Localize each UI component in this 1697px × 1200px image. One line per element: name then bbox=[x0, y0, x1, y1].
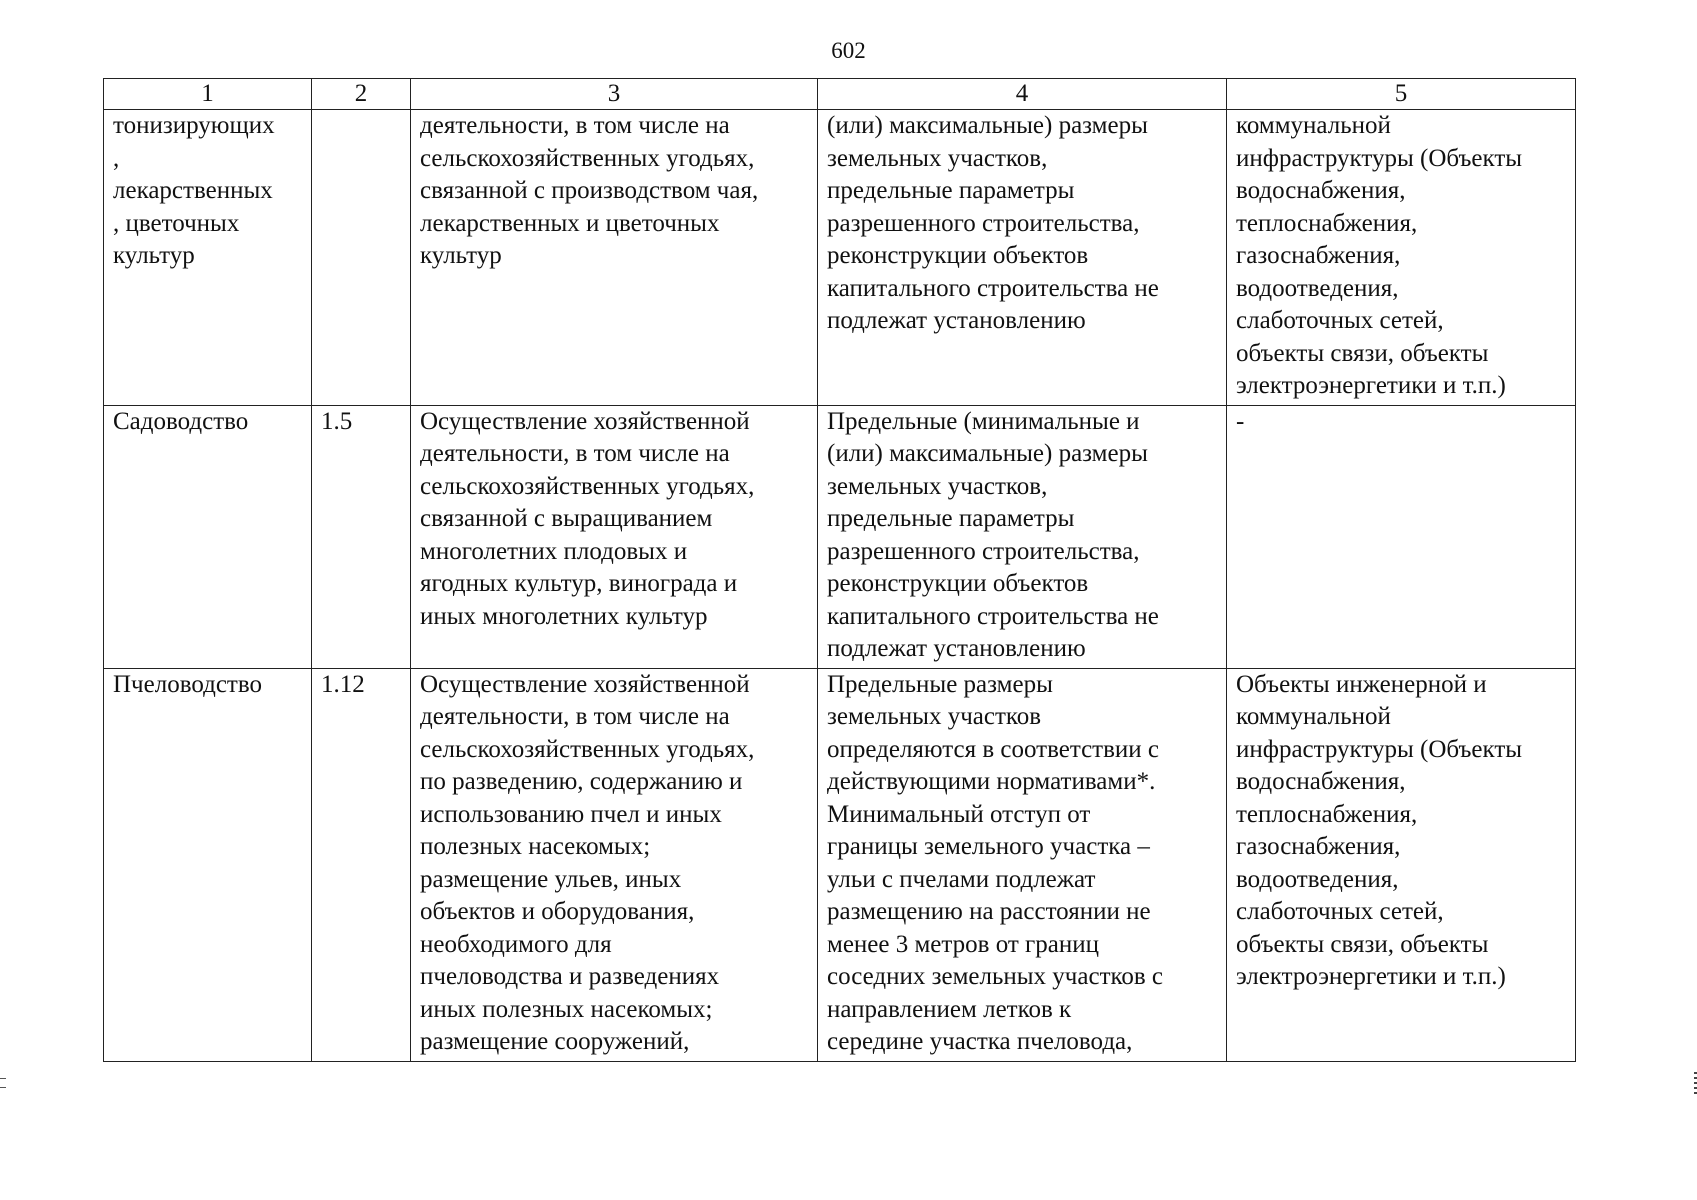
cell-text-line: середине участка пчеловода, bbox=[827, 1028, 1133, 1055]
cell-text-line: водоотведения, bbox=[1236, 865, 1399, 893]
cell-text-line: деятельности, в том числе на bbox=[420, 440, 730, 467]
cell-text-line: по разведению, содержанию и bbox=[420, 768, 743, 795]
cell-text-line: реконструкции объектов bbox=[827, 570, 1089, 597]
table-row bbox=[104, 110, 1576, 406]
cell-text-line: земельных участков, bbox=[827, 472, 1048, 500]
table-row bbox=[104, 405, 1576, 668]
cell-text-line: коммунальной bbox=[1236, 112, 1391, 139]
use-name-cell bbox=[104, 405, 312, 668]
page-number: 602 bbox=[831, 38, 866, 63]
cell-text-line: (или) максимальные) размеры bbox=[827, 112, 1148, 139]
cell-text-line: теплоснабжения, bbox=[1236, 800, 1418, 828]
code-cell bbox=[312, 668, 411, 1061]
cell-text-line: - bbox=[1236, 407, 1245, 435]
cell-text-line: разрешенного строительства, bbox=[827, 537, 1140, 565]
cell-text-line: культур bbox=[113, 242, 195, 269]
cell-text-line: Осуществление хозяйственной bbox=[420, 407, 750, 435]
cell-text-line: реконструкции объектов bbox=[827, 242, 1089, 269]
cell-text-line: электроэнергетики и т.п.) bbox=[1236, 372, 1506, 399]
cell-text-line: предельные параметры bbox=[827, 177, 1075, 204]
header-row bbox=[104, 79, 1576, 110]
cell-text-line: теплоснабжения, bbox=[1236, 209, 1418, 237]
cell-text-line: водоотведения, bbox=[1236, 274, 1399, 302]
cell-text-line: капитального строительства не bbox=[827, 602, 1159, 630]
column-header-3: 3 bbox=[411, 79, 818, 110]
cell-text-line: подлежат установлению bbox=[827, 307, 1086, 334]
code-cell bbox=[312, 405, 411, 668]
cell-text-line: Предельные (минимальные и bbox=[827, 407, 1140, 435]
cell-text-line: полезных насекомых; bbox=[420, 833, 651, 860]
cell-text-line: соседних земельных участков с bbox=[827, 963, 1164, 990]
cell-text-line: подлежат установлению bbox=[827, 635, 1086, 662]
cell-text-line: , цветочных bbox=[113, 209, 240, 237]
parameters-cell bbox=[818, 668, 1227, 1061]
cell-text-line: сельскохозяйственных угодьях, bbox=[420, 144, 755, 172]
cell-text-line: размещению на расстоянии не bbox=[827, 898, 1151, 925]
scan-edge-mark-left bbox=[0, 1078, 6, 1088]
description-cell bbox=[411, 668, 818, 1061]
cell-text-line: связанной с выращиванием bbox=[420, 505, 713, 532]
use-name-cell bbox=[104, 668, 312, 1061]
parameters-cell bbox=[818, 110, 1227, 406]
cell-text-line: газоснабжения, bbox=[1236, 242, 1401, 269]
cell-text-line: необходимого для bbox=[420, 930, 612, 958]
column-header-5: 5 bbox=[1227, 79, 1576, 110]
cell-text-line: земельных участков bbox=[827, 703, 1042, 730]
cell-text-line: лекарственных и цветочных bbox=[420, 209, 720, 237]
cell-text-line: действующими нормативами*. bbox=[827, 768, 1156, 795]
description-cell bbox=[411, 110, 818, 406]
cell-text-line: инфраструктуры (Объекты bbox=[1236, 144, 1523, 172]
cell-text-line: размещение сооружений, bbox=[420, 1028, 690, 1055]
land-use-table bbox=[103, 78, 1576, 1062]
cell-text-line: газоснабжения, bbox=[1236, 833, 1401, 860]
cell-text-line: объекты связи, объекты bbox=[1236, 339, 1489, 367]
cell-text-line: границы земельного участка – bbox=[827, 833, 1150, 860]
cell-text-line: сельскохозяйственных угодьях, bbox=[420, 735, 755, 763]
infrastructure-cell bbox=[1227, 405, 1576, 668]
cell-text-line: Объекты инженерной и bbox=[1236, 670, 1487, 698]
use-name-cell bbox=[104, 110, 312, 406]
cell-text-line: , bbox=[113, 144, 120, 172]
cell-text-line: пчеловодства и разведениях bbox=[420, 963, 720, 990]
cell-text-line: инфраструктуры (Объекты bbox=[1236, 735, 1523, 763]
cell-text-line: связанной с производством чая, bbox=[420, 177, 759, 204]
parameters-cell bbox=[818, 405, 1227, 668]
cell-text-line: водоснабжения, bbox=[1236, 177, 1406, 204]
infrastructure-cell bbox=[1227, 668, 1576, 1061]
cell-text-line: иных многолетних культур bbox=[420, 602, 708, 630]
cell-text-line: разрешенного строительства, bbox=[827, 209, 1140, 237]
cell-text-line: слаботочных сетей, bbox=[1236, 307, 1444, 334]
cell-text-line: ульи с пчелами подлежат bbox=[827, 865, 1096, 893]
cell-text-line: электроэнергетики и т.п.) bbox=[1236, 963, 1506, 990]
cell-text-line: капитального строительства не bbox=[827, 274, 1159, 302]
cell-text-line: направлением летков к bbox=[827, 995, 1072, 1023]
cell-text-line: земельных участков, bbox=[827, 144, 1048, 172]
cell-text-line: 1.5 bbox=[321, 407, 353, 435]
description-cell bbox=[411, 405, 818, 668]
cell-text-line: слаботочных сетей, bbox=[1236, 898, 1444, 925]
cell-text-line: тонизирующих bbox=[113, 112, 275, 139]
cell-text-line: деятельности, в том числе на bbox=[420, 112, 730, 139]
cell-text-line: Садоводство bbox=[113, 407, 249, 435]
cell-text-line: многолетних плодовых и bbox=[420, 537, 688, 565]
cell-text-line: размещение ульев, иных bbox=[420, 865, 682, 893]
cell-text-line: коммунальной bbox=[1236, 703, 1391, 730]
cell-text-line: Осуществление хозяйственной bbox=[420, 670, 750, 698]
cell-text-line: использованию пчел и иных bbox=[420, 800, 722, 828]
cell-text-line: деятельности, в том числе на bbox=[420, 703, 730, 730]
cell-text-line: предельные параметры bbox=[827, 505, 1075, 532]
cell-text-line: лекарственных bbox=[113, 177, 273, 204]
cell-text-line: Пчеловодство bbox=[113, 670, 262, 698]
cell-text-line: объекты связи, объекты bbox=[1236, 930, 1489, 958]
code-cell bbox=[312, 110, 411, 406]
cell-text-line: водоснабжения, bbox=[1236, 768, 1406, 795]
column-header-4: 4 bbox=[818, 79, 1227, 110]
cell-text-line: определяются в соответствии с bbox=[827, 735, 1160, 763]
cell-text-line: Предельные размеры bbox=[827, 670, 1053, 698]
cell-text-line: ягодных культур, винограда и bbox=[420, 570, 738, 597]
cell-text-line: (или) максимальные) размеры bbox=[827, 440, 1148, 467]
cell-text-line: объектов и оборудования, bbox=[420, 898, 695, 925]
table-row bbox=[104, 668, 1576, 1061]
cell-text-line: сельскохозяйственных угодьях, bbox=[420, 472, 755, 500]
column-header-1: 1 bbox=[104, 79, 312, 110]
cell-text-line: менее 3 метров от границ bbox=[827, 930, 1100, 958]
cell-text-line: Минимальный отступ от bbox=[827, 800, 1091, 828]
cell-text-line: иных полезных насекомых; bbox=[420, 995, 713, 1023]
column-header-2: 2 bbox=[312, 79, 411, 110]
infrastructure-cell bbox=[1227, 110, 1576, 406]
cell-text-line: 1.12 bbox=[321, 670, 365, 698]
cell-text-line: культур bbox=[420, 242, 502, 269]
